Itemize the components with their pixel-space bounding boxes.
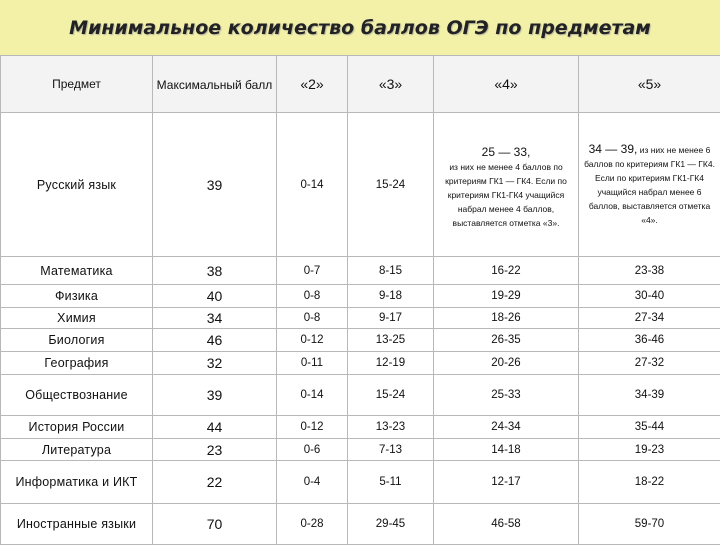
grade-4-note-text: из них не менее 4 баллов по критериям ГК1 — ГК4. Если по критериям ГК1-ГК4 учащийся набрал менее 4 баллов, выставляется отметка «3».: [445, 162, 567, 228]
max-score-cell: 44: [153, 416, 277, 439]
max-score-cell: 40: [153, 285, 277, 308]
grade-3-cell: 5-11: [348, 461, 434, 504]
table-row: [1, 308, 720, 329]
max-score-cell: 22: [153, 461, 277, 504]
grade-5-cell: 35-44: [579, 416, 720, 439]
max-score-cell: 39: [153, 375, 277, 416]
grade-2-cell: 0-11: [277, 352, 348, 375]
header-max-score-label: Максимальный балл: [157, 75, 273, 93]
table-row: [1, 504, 720, 545]
header-grade-2: «2»: [277, 56, 348, 113]
subject-cell: География: [1, 352, 153, 375]
grade-3-cell: 13-25: [348, 329, 434, 352]
grade-4-cell: 16-22: [434, 257, 579, 285]
max-score-cell: 39: [153, 113, 277, 257]
subject-cell: Иностранные языки: [1, 504, 153, 545]
header-subject: Предмет: [1, 56, 153, 113]
grade-5-cell: 34-39: [579, 375, 720, 416]
grade-4-range: 25 — 33,: [482, 145, 531, 159]
subject-cell: История России: [1, 416, 153, 439]
grade-3-cell: 7-13: [348, 439, 434, 461]
grade-5-cell: 36-46: [579, 329, 720, 352]
grade-2-cell: 0-14: [277, 113, 348, 257]
grade-3-cell: 9-17: [348, 308, 434, 329]
grade-3-cell: 15-24: [348, 375, 434, 416]
subject-cell: Физика: [1, 285, 153, 308]
table-row: [1, 285, 720, 308]
grade-4-cell: 14-18: [434, 439, 579, 461]
table-row: [1, 461, 720, 504]
grade-2-cell: 0-12: [277, 416, 348, 439]
table-row: [1, 329, 720, 352]
header-grade-3: «3»: [348, 56, 434, 113]
grade-4-cell: 12-17: [434, 461, 579, 504]
grade-3-cell: 15-24: [348, 113, 434, 257]
subject-cell: Математика: [1, 257, 153, 285]
grade-5-cell: 59-70: [579, 504, 720, 545]
grade-5-cell: 27-32: [579, 352, 720, 375]
table-row: [1, 416, 720, 439]
max-score-cell: 34: [153, 308, 277, 329]
grade-2-cell: 0-14: [277, 375, 348, 416]
subject-cell: Химия: [1, 308, 153, 329]
grade-3-cell: 8-15: [348, 257, 434, 285]
max-score-cell: 46: [153, 329, 277, 352]
grade-3-cell: 13-23: [348, 416, 434, 439]
table-row: [1, 375, 720, 416]
grade-5-cell: [579, 113, 720, 257]
grade-4-cell: 24-34: [434, 416, 579, 439]
grade-5-cell: 27-34: [579, 308, 720, 329]
grade-5-cell: 30-40: [579, 285, 720, 308]
grade-2-cell: 0-6: [277, 439, 348, 461]
grade-2-cell: 0-4: [277, 461, 348, 504]
grade-2-cell: 0-8: [277, 308, 348, 329]
grade-3-cell: 12-19: [348, 352, 434, 375]
subject-cell: Русский язык: [1, 113, 153, 257]
grade-5-note-text: из них не менее 6 баллов по критериям ГК1 — ГК4. Если по критериям ГК1-ГК4 учащийся набрал менее 6 баллов, выставляется отметка «4».: [584, 145, 715, 225]
table-row: [1, 439, 720, 461]
title-banner: [0, 0, 720, 55]
max-score-cell: 70: [153, 504, 277, 545]
grade-5-cell: 23-38: [579, 257, 720, 285]
grade-3-cell: 29-45: [348, 504, 434, 545]
grade-2-cell: 0-7: [277, 257, 348, 285]
header-max-score: [153, 56, 277, 113]
subject-cell: Биология: [1, 329, 153, 352]
grade-5-range: 34 — 39,: [589, 142, 638, 156]
header-grade-4: «4»: [434, 56, 579, 113]
header-grade-5: «5»: [579, 56, 720, 113]
subject-cell: Информатика и ИКТ: [1, 461, 153, 504]
max-score-cell: 38: [153, 257, 277, 285]
table-row: [1, 257, 720, 285]
subject-cell: Обществознание: [1, 375, 153, 416]
grade-5-cell: 18-22: [579, 461, 720, 504]
grade-4-cell: 20-26: [434, 352, 579, 375]
grade-4-note: [434, 139, 578, 230]
max-score-cell: 32: [153, 352, 277, 375]
table-row-russian: [1, 113, 720, 257]
grade-2-cell: 0-8: [277, 285, 348, 308]
max-score-cell: 23: [153, 439, 277, 461]
subject-cell: Литература: [1, 439, 153, 461]
grade-4-cell: 46-58: [434, 504, 579, 545]
grade-4-cell: 18-26: [434, 308, 579, 329]
grade-5-note: [579, 142, 720, 227]
page-title: Минимальное количество баллов ОГЭ по предметам: [69, 17, 651, 39]
grade-4-cell: 19-29: [434, 285, 579, 308]
grade-2-cell: 0-12: [277, 329, 348, 352]
grade-2-cell: 0-28: [277, 504, 348, 545]
grade-4-cell: [434, 113, 579, 257]
grade-5-cell: 19-23: [579, 439, 720, 461]
grade-4-cell: 26-35: [434, 329, 579, 352]
scores-table: [0, 55, 720, 545]
header-row: [1, 56, 720, 113]
table-row: [1, 352, 720, 375]
grade-4-cell: 25-33: [434, 375, 579, 416]
grade-3-cell: 9-18: [348, 285, 434, 308]
